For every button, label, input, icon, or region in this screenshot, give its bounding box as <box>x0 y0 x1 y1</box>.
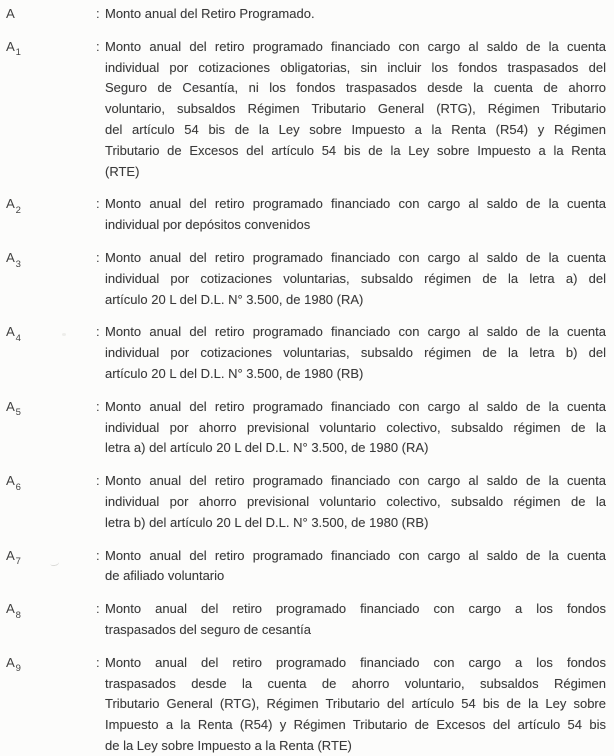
definition-line: artículo 20 L del D.L. N° 3.500, de 1980 (RB) <box>105 365 364 381</box>
term-letter: A <box>6 654 16 670</box>
term-subscript: 7 <box>15 556 22 568</box>
definition-line: Monto anual del retiro programado financiado con cargo al saldo de la cuenta <box>105 324 606 340</box>
definition-entry <box>6 194 606 236</box>
term-subscript: 9 <box>15 663 22 675</box>
term-subscript: 4 <box>15 333 22 344</box>
colon-separator: : <box>96 324 100 340</box>
definition-line: traspasados desde la cuenta de ahorro voluntario, subsaldos Régimen <box>105 675 606 691</box>
definition-text <box>105 4 606 25</box>
term-subscript: 8 <box>15 609 22 621</box>
definition-line: Tributario General (RTG), Régimen Tributario del artículo 54 bis de la Ley sobre <box>105 696 606 712</box>
definition-entry <box>6 4 606 25</box>
definition-line: Monto anual del Retiro Programado. <box>105 6 315 21</box>
term-letter: A <box>6 547 16 563</box>
definition-line: Tributario de Excesos del artículo 54 bis de la Ley sobre Impuesto a la Renta <box>105 142 606 158</box>
definition-entry <box>6 248 606 310</box>
term-subscript: 2 <box>15 205 22 217</box>
colon-separator: : <box>96 249 100 265</box>
definition-text <box>105 546 606 588</box>
definition-line: Monto anual del retiro programado financiado con cargo al saldo de la cuenta <box>105 473 606 489</box>
colon-separator: : <box>96 473 100 489</box>
colon-separator: : <box>96 601 100 617</box>
definition-line: Seguro de Cesantía, ni los fondos traspasados desde la cuenta de ahorro <box>105 80 606 96</box>
colon-separator: : <box>96 196 100 212</box>
definition-line: individual por cotizaciones voluntarias, subsaldo régimen de la letra a) del <box>105 270 606 286</box>
definition-line: individual por cotizaciones voluntarias, subsaldo régimen de la letra b) del <box>105 345 606 361</box>
definition-text <box>105 248 606 310</box>
definition-text <box>105 397 606 459</box>
colon-separator: : <box>96 38 100 54</box>
term-symbol <box>6 471 96 492</box>
term-letter: A <box>6 601 16 617</box>
colon-separator: : <box>96 6 100 21</box>
definition-line: individual por ahorro previsional voluntario colectivo, subsaldo régimen de la <box>105 419 606 435</box>
term-subscript: 3 <box>15 258 22 270</box>
definition-line: individual por depósitos convenidos <box>105 217 311 233</box>
definition-line: (RTE) <box>105 163 140 179</box>
definition-line: Monto anual del retiro programado financiado con cargo al saldo de la cuenta <box>105 196 606 212</box>
definition-line: Impuesto a la Renta (R54) y Régimen Tributario de Excesos del artículo 54 bis <box>105 717 606 733</box>
term-symbol <box>6 599 96 620</box>
definition-line: Monto anual del retiro programado financiado con cargo a los fondos <box>105 654 606 670</box>
term-symbol <box>6 4 96 25</box>
colon-separator: : <box>96 654 100 670</box>
term-symbol <box>6 653 96 674</box>
definition-line: voluntario, subsaldos Régimen Tributario General (RTG), Régimen Tributario <box>105 101 606 117</box>
definition-entry <box>6 322 606 384</box>
definition-text <box>105 471 606 533</box>
definition-entry <box>6 546 606 588</box>
colon-separator: : <box>96 547 100 563</box>
definition-text <box>105 322 606 384</box>
definition-line: letra a) del artículo 20 L del D.L. N° 3.500, de 1980 (RA) <box>105 440 429 456</box>
definition-entry <box>6 599 606 641</box>
scan-artifact <box>62 333 66 336</box>
term-letter: A <box>6 473 16 489</box>
term-symbol <box>6 37 96 58</box>
term-letter: A <box>6 398 16 414</box>
term-symbol <box>6 397 96 418</box>
definition-line: Monto anual del retiro programado financiado con cargo al saldo de la cuenta <box>105 38 606 54</box>
term-subscript: 6 <box>15 481 22 493</box>
definition-line: de la Ley sobre Impuesto a la Renta (RTE) <box>105 737 352 753</box>
term-subscript: 5 <box>15 407 22 419</box>
term-letter: A <box>6 6 16 21</box>
definition-entry <box>6 471 606 533</box>
colon-separator: : <box>96 398 100 414</box>
definition-line: individual por ahorro previsional voluntario colectivo, subsaldo régimen de la <box>105 493 606 509</box>
definition-line: traspasados del seguro de cesantía <box>105 621 311 637</box>
term-letter: A <box>6 249 16 265</box>
definition-line: Monto anual del retiro programado financiado con cargo al saldo de la cuenta <box>105 249 606 265</box>
definition-line: Monto anual del retiro programado financiado con cargo a los fondos <box>105 601 606 617</box>
definition-text <box>105 194 606 236</box>
definition-line: Monto anual del retiro programado financiado con cargo al saldo de la cuenta <box>105 547 606 563</box>
term-symbol <box>6 322 96 343</box>
definition-line: letra b) del artículo 20 L del D.L. N° 3.500, de 1980 (RB) <box>105 514 429 530</box>
definition-line: artículo 20 L del D.L. N° 3.500, de 1980 (RA) <box>105 291 364 307</box>
definition-text <box>105 653 606 756</box>
definition-text <box>105 37 606 183</box>
definition-entry <box>6 653 606 756</box>
definition-entry <box>6 37 606 183</box>
term-subscript: 1 <box>15 47 22 59</box>
term-letter: A <box>6 324 16 340</box>
definition-line: individual por cotizaciones obligatorias, sin incluir los fondos traspasados del <box>105 59 606 75</box>
definition-line: Monto anual del retiro programado financiado con cargo al saldo de la cuenta <box>105 398 606 414</box>
definition-text <box>105 599 606 641</box>
definition-entry <box>6 397 606 459</box>
term-symbol <box>6 194 96 215</box>
term-symbol <box>6 248 96 269</box>
definitions-list <box>6 4 606 756</box>
definition-line: del artículo 54 bis de la Ley sobre Impuesto a la Renta (R54) y Régimen <box>105 121 606 137</box>
term-letter: A <box>6 196 16 212</box>
term-letter: A <box>6 38 16 54</box>
definition-line: de afiliado voluntario <box>105 568 225 584</box>
